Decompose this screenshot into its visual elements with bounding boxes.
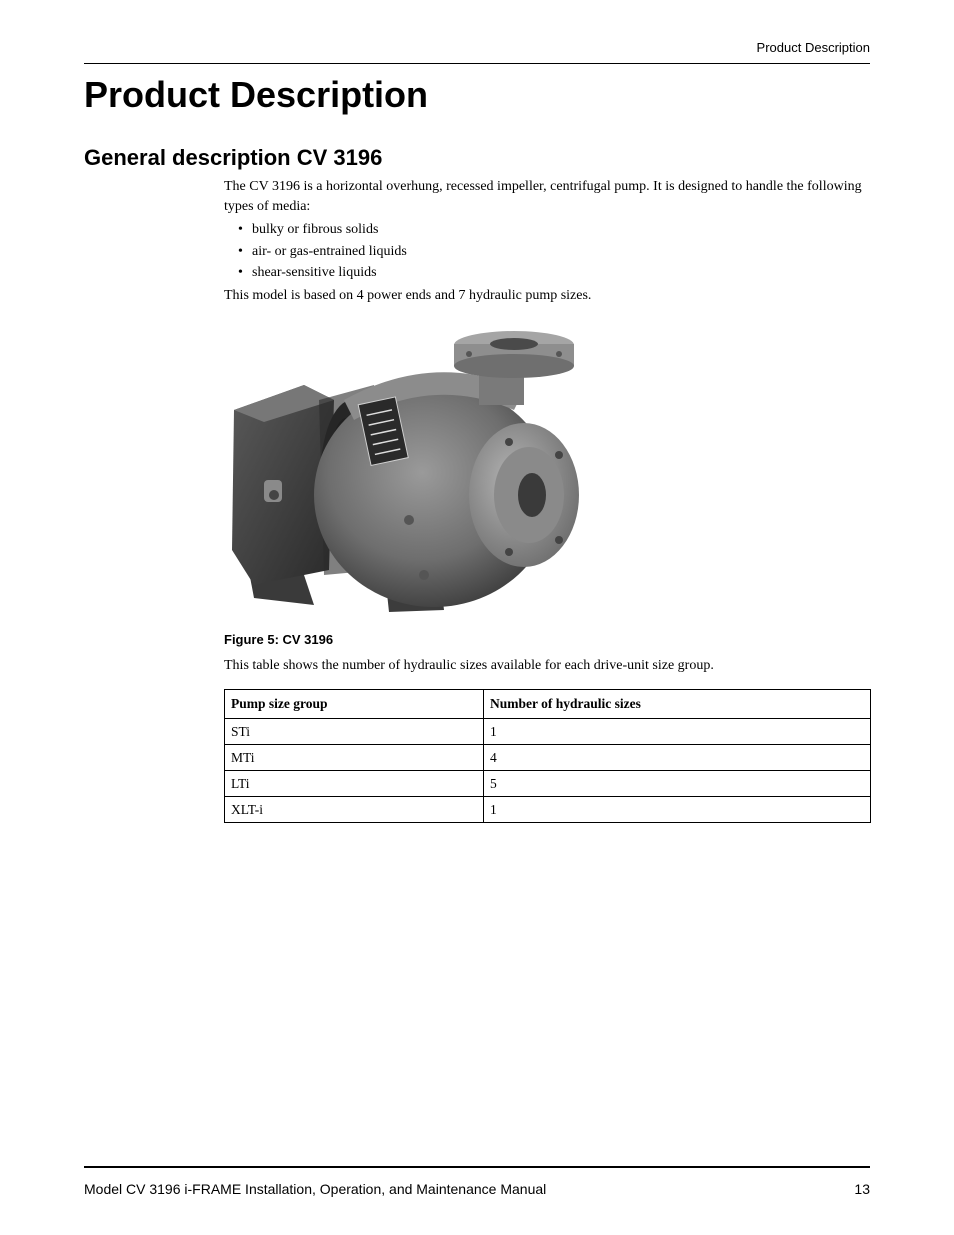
hydraulic-sizes-table: [224, 689, 871, 823]
table-header-row: [225, 690, 871, 719]
table-cell: MTi: [225, 745, 484, 771]
pump-photo: [224, 330, 586, 616]
intro-paragraph: The CV 3196 is a horizontal overhung, recessed impeller, centrifugal pump. It is designed to handle the following types of media:: [224, 179, 862, 214]
footer-rule: [84, 1166, 870, 1168]
table-cell: STi: [225, 719, 484, 745]
column-header-pump-size-group: Pump size group: [225, 690, 484, 719]
list-item: [238, 262, 407, 284]
section-heading: General description CV 3196: [84, 145, 383, 170]
table-row: [225, 797, 871, 823]
page-number: 13: [854, 1181, 870, 1197]
column-header-number-of-hydraulic-sizes: Number of hydraulic sizes: [484, 690, 871, 719]
bullet-icon: •: [238, 265, 243, 280]
list-item-text: shear-sensitive liquids: [252, 265, 377, 280]
table-row: [225, 771, 871, 797]
header-rule: [84, 63, 870, 64]
list-item: [238, 219, 407, 241]
bullet-icon: •: [238, 243, 243, 259]
page-title: Product Description: [84, 74, 429, 115]
figure-caption: Figure 5: CV 3196: [224, 632, 334, 647]
footer-manual-title: Model CV 3196 i-FRAME Installation, Operation, and Maintenance Manual: [84, 1181, 547, 1197]
table-row: [225, 719, 871, 745]
table-cell: 4: [484, 745, 871, 771]
table-cell: 5: [484, 771, 871, 797]
table-intro: This table shows the number of hydraulic sizes available for each drive-unit size group.: [224, 658, 714, 673]
running-header: Product Description: [756, 40, 870, 55]
table-cell: 1: [484, 797, 871, 823]
table-cell: LTi: [225, 771, 484, 797]
bullet-icon: •: [238, 222, 243, 237]
media-type-list: [238, 219, 407, 284]
table-row: [225, 745, 871, 771]
model-note: This model is based on 4 power ends and 7 hydraulic pump sizes.: [224, 288, 592, 303]
list-item-text: air- or gas-entrained liquids: [252, 243, 407, 259]
list-item: [238, 241, 407, 263]
list-item-text: bulky or fibrous solids: [252, 222, 379, 237]
table-cell: 1: [484, 719, 871, 745]
table-cell: XLT-i: [225, 797, 484, 823]
